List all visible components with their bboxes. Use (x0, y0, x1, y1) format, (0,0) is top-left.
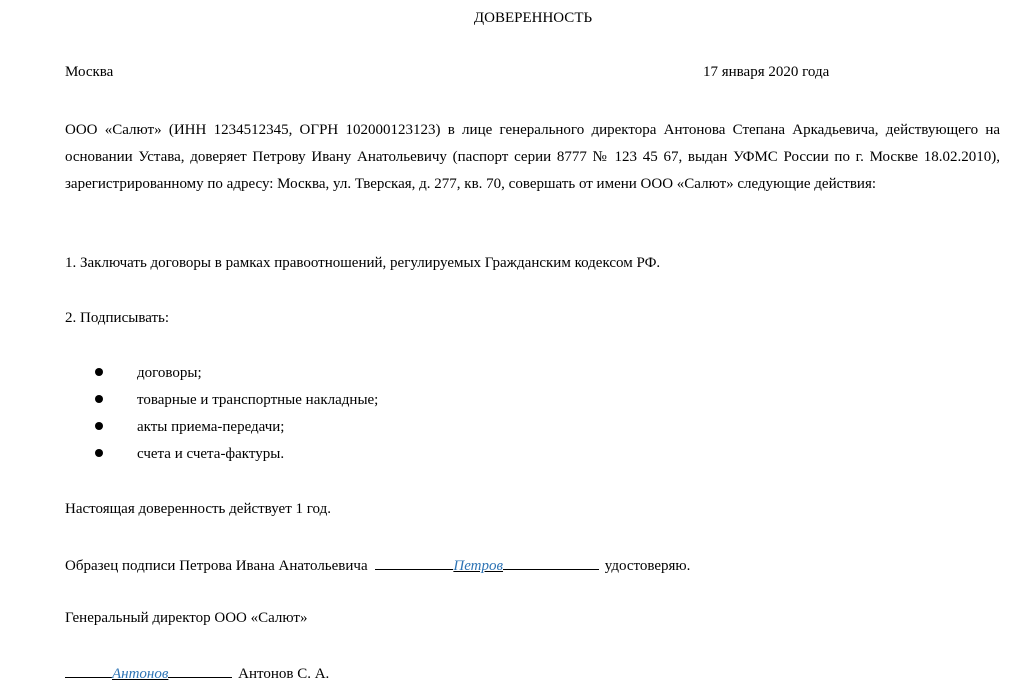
list-item-text: счета и счета-фактуры. (137, 446, 285, 462)
signature-sample-petrov: Петров (453, 558, 504, 574)
list-item (0, 391, 1030, 409)
list-item (0, 445, 1030, 463)
list-item (0, 418, 1030, 436)
validity-text: Настоящая доверенность действует 1 год. (65, 501, 331, 517)
director-name: Антонов С. А. (238, 666, 330, 682)
list-item-text: акты приема-передачи; (137, 419, 285, 435)
item-2: 2. Подписывать: (65, 310, 170, 326)
bullet-icon (95, 368, 103, 376)
intro-paragraph: ООО «Салют» (ИНН 1234512345, ОГРН 102000123123) в лице генерального директора Антонова Степана Аркадьевича, действующего на основании Устава, доверяет Петрову Ивану Анатольевичу (паспорт серии 8777 № 123 45 67, выдан УФМС России по г. Москве 18.02.2010), зарегистрированному по адресу: Москва, ул. Тверская, д. 277, кв. 70, совершать от имени ООО «Салют» следующие действия: (65, 122, 1000, 192)
signature-sample-prefix: Образец подписи Петрова Ивана Анатольевича (65, 558, 368, 574)
signature-blank-left (375, 555, 453, 570)
document-title: ДОВЕРЕННОСТЬ (473, 10, 593, 26)
bullet-icon (95, 422, 103, 430)
document-city: Москва (65, 64, 114, 80)
signature-antonov: Антонов (112, 666, 169, 682)
director-blank-right (168, 663, 232, 678)
director-blank-left (65, 663, 112, 678)
bullet-icon (95, 395, 103, 403)
list-item (0, 364, 1030, 382)
list-item-text: договоры; (137, 365, 202, 381)
signature-sample-line (65, 555, 690, 575)
signature-blank-right (503, 555, 599, 570)
signature-sample-suffix: удостоверяю. (604, 558, 691, 574)
director-title: Генеральный директор ООО «Салют» (65, 610, 308, 626)
item-1: 1. Заключать договоры в рамках правоотношений, регулируемых Гражданским кодексом РФ. (65, 255, 661, 271)
document-date: 17 января 2020 года (703, 64, 830, 80)
list-item-text: товарные и транспортные накладные; (137, 392, 379, 408)
bullet-icon (95, 449, 103, 457)
director-signature-line (65, 663, 329, 683)
